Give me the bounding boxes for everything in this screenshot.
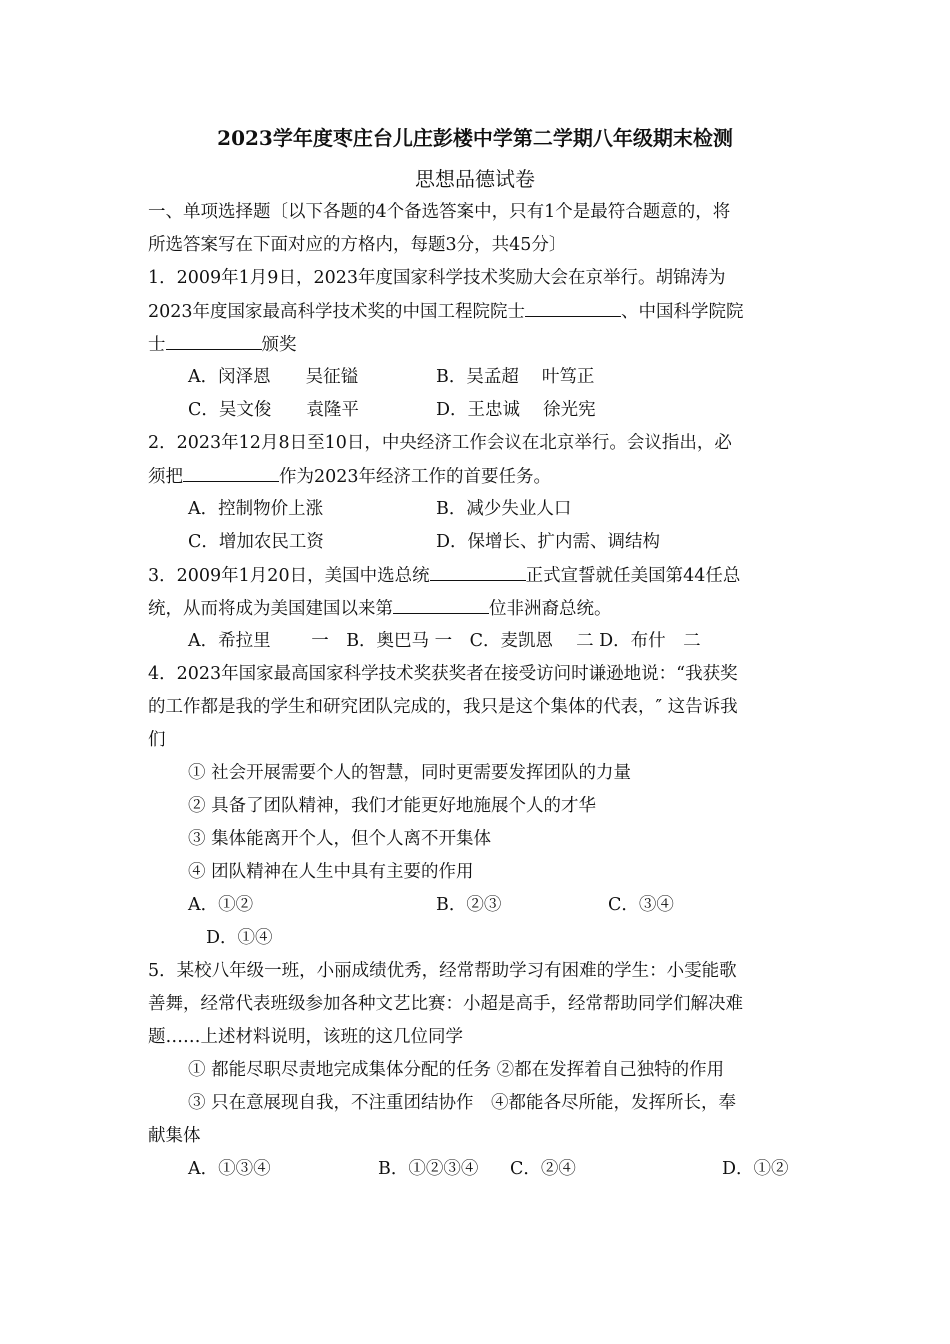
q1-option-c: C．吴文俊 袁隆平 bbox=[188, 400, 359, 420]
q4-option-b: B．②③ bbox=[436, 895, 502, 915]
q2-option-a: A．控制物价上涨 bbox=[188, 499, 324, 519]
q5-option-d: D．①② bbox=[722, 1159, 789, 1179]
q1-stem-text: 2023年度国家最高科学技术奖的中国工程院院士 bbox=[148, 302, 526, 322]
q3-stem-text: 位非洲裔总统。 bbox=[489, 599, 612, 619]
q4-statement-4: ④ 团队精神在人生中具有主要的作用 bbox=[188, 862, 474, 882]
answer-blank bbox=[166, 332, 262, 350]
q2-stem-line-2 bbox=[148, 464, 551, 489]
q3-stem-line-2 bbox=[148, 596, 612, 621]
q4-option-a: A．①② bbox=[188, 895, 254, 915]
q1-stem-text: 士 bbox=[148, 335, 166, 355]
q4-option-c: C．③④ bbox=[608, 895, 674, 915]
q4-stem-line-3: 们 bbox=[148, 730, 166, 750]
q5-statements-line-2: ③ 只在意展现自我，不注重团结协作 ④都能各尽所能，发挥所长，奉 bbox=[188, 1093, 737, 1113]
q5-statements-line-3: 献集体 bbox=[148, 1126, 201, 1146]
q2-option-b: B．减少失业人口 bbox=[436, 499, 572, 519]
exam-subtitle: 思想品德试卷 bbox=[415, 167, 535, 191]
q4-statement-2: ② 具备了团队精神，我们才能更好地施展个人的才华 bbox=[188, 796, 597, 816]
q4-stem-line-1: 4．2023年国家最高国家科学技术奖获奖者在接受访问时谦逊地说：“我获奖 bbox=[148, 664, 738, 684]
q1-option-a: A．闵泽恩 吴征镒 bbox=[188, 367, 359, 387]
q5-option-a: A．①③④ bbox=[188, 1159, 271, 1179]
q1-stem-line-2 bbox=[148, 299, 744, 324]
q5-stem-line-3: 题……上述材料说明，该班的这几位同学 bbox=[148, 1027, 463, 1047]
q4-option-d: D．①④ bbox=[206, 928, 273, 948]
q5-option-b: B．①②③④ bbox=[378, 1159, 479, 1179]
q2-option-c: C．增加农民工资 bbox=[188, 532, 324, 552]
exam-title: 2023学年度枣庄台儿庄彭楼中学第二学期八年级期末检测 bbox=[217, 126, 733, 150]
q1-option-d: D．王忠诚 徐光宪 bbox=[436, 400, 596, 420]
answer-blank bbox=[430, 563, 526, 581]
q1-option-b: B．吴孟超 叶笃正 bbox=[436, 367, 595, 387]
answer-blank bbox=[525, 299, 621, 317]
q2-stem-text: 作为2023年经济工作的首要任务。 bbox=[279, 467, 552, 487]
q3-stem-line-1 bbox=[148, 563, 740, 588]
q5-statements-line-1: ① 都能尽职尽责地完成集体分配的任务 ②都在发挥着自己独特的作用 bbox=[188, 1060, 725, 1080]
q3-options: A．希拉里 一 B．奥巴马 一 C．麦凯恩 二 D．布什 二 bbox=[188, 631, 701, 651]
q2-stem-text: 须把 bbox=[148, 467, 183, 487]
q4-statement-3: ③ 集体能离开个人，但个人离不开集体 bbox=[188, 829, 492, 849]
q1-stem-text: 、中国科学院院 bbox=[621, 302, 744, 322]
q4-stem-line-2: 的工作都是我的学生和研究团队完成的，我只是这个集体的代表，″ 这告诉我 bbox=[148, 697, 738, 717]
q5-option-c: C．②④ bbox=[510, 1159, 576, 1179]
q3-stem-text: 3．2009年1月20日，美国中选总统 bbox=[148, 566, 430, 586]
q2-option-d: D．保增长、扩内需、调结构 bbox=[436, 532, 661, 552]
section-instructions-line-1: 一、单项选择题〔以下各题的4个备选答案中，只有1个是最符合题意的，将 bbox=[148, 202, 731, 222]
q2-stem-line-1: 2．2023年12月8日至10日，中央经济工作会议在北京举行。会议指出，必 bbox=[148, 433, 732, 453]
q1-stem-text: 颁奖 bbox=[261, 335, 297, 355]
q5-stem-line-2: 善舞，经常代表班级参加各种文艺比赛：小超是高手，经常帮助同学们解决难 bbox=[148, 994, 743, 1014]
answer-blank bbox=[183, 464, 279, 482]
q4-statement-1: ① 社会开展需要个人的智慧，同时更需要发挥团队的力量 bbox=[188, 763, 632, 783]
q3-stem-text: 统，从而将成为美国建国以来第 bbox=[148, 599, 393, 619]
section-instructions-line-2: 所选答案写在下面对应的方格内，每题3分，共45分〕 bbox=[148, 235, 567, 255]
q3-stem-text: 正式宣誓就任美国第44任总 bbox=[525, 566, 741, 586]
q1-stem-line-1: 1．2009年1月9日，2023年度国家科学技术奖励大会在京举行。胡锦涛为 bbox=[148, 268, 726, 288]
q1-stem-line-3 bbox=[148, 332, 297, 357]
q5-stem-line-1: 5．某校八年级一班，小丽成绩优秀，经常帮助学习有困难的学生：小雯能歌 bbox=[148, 961, 737, 981]
answer-blank bbox=[393, 596, 489, 614]
